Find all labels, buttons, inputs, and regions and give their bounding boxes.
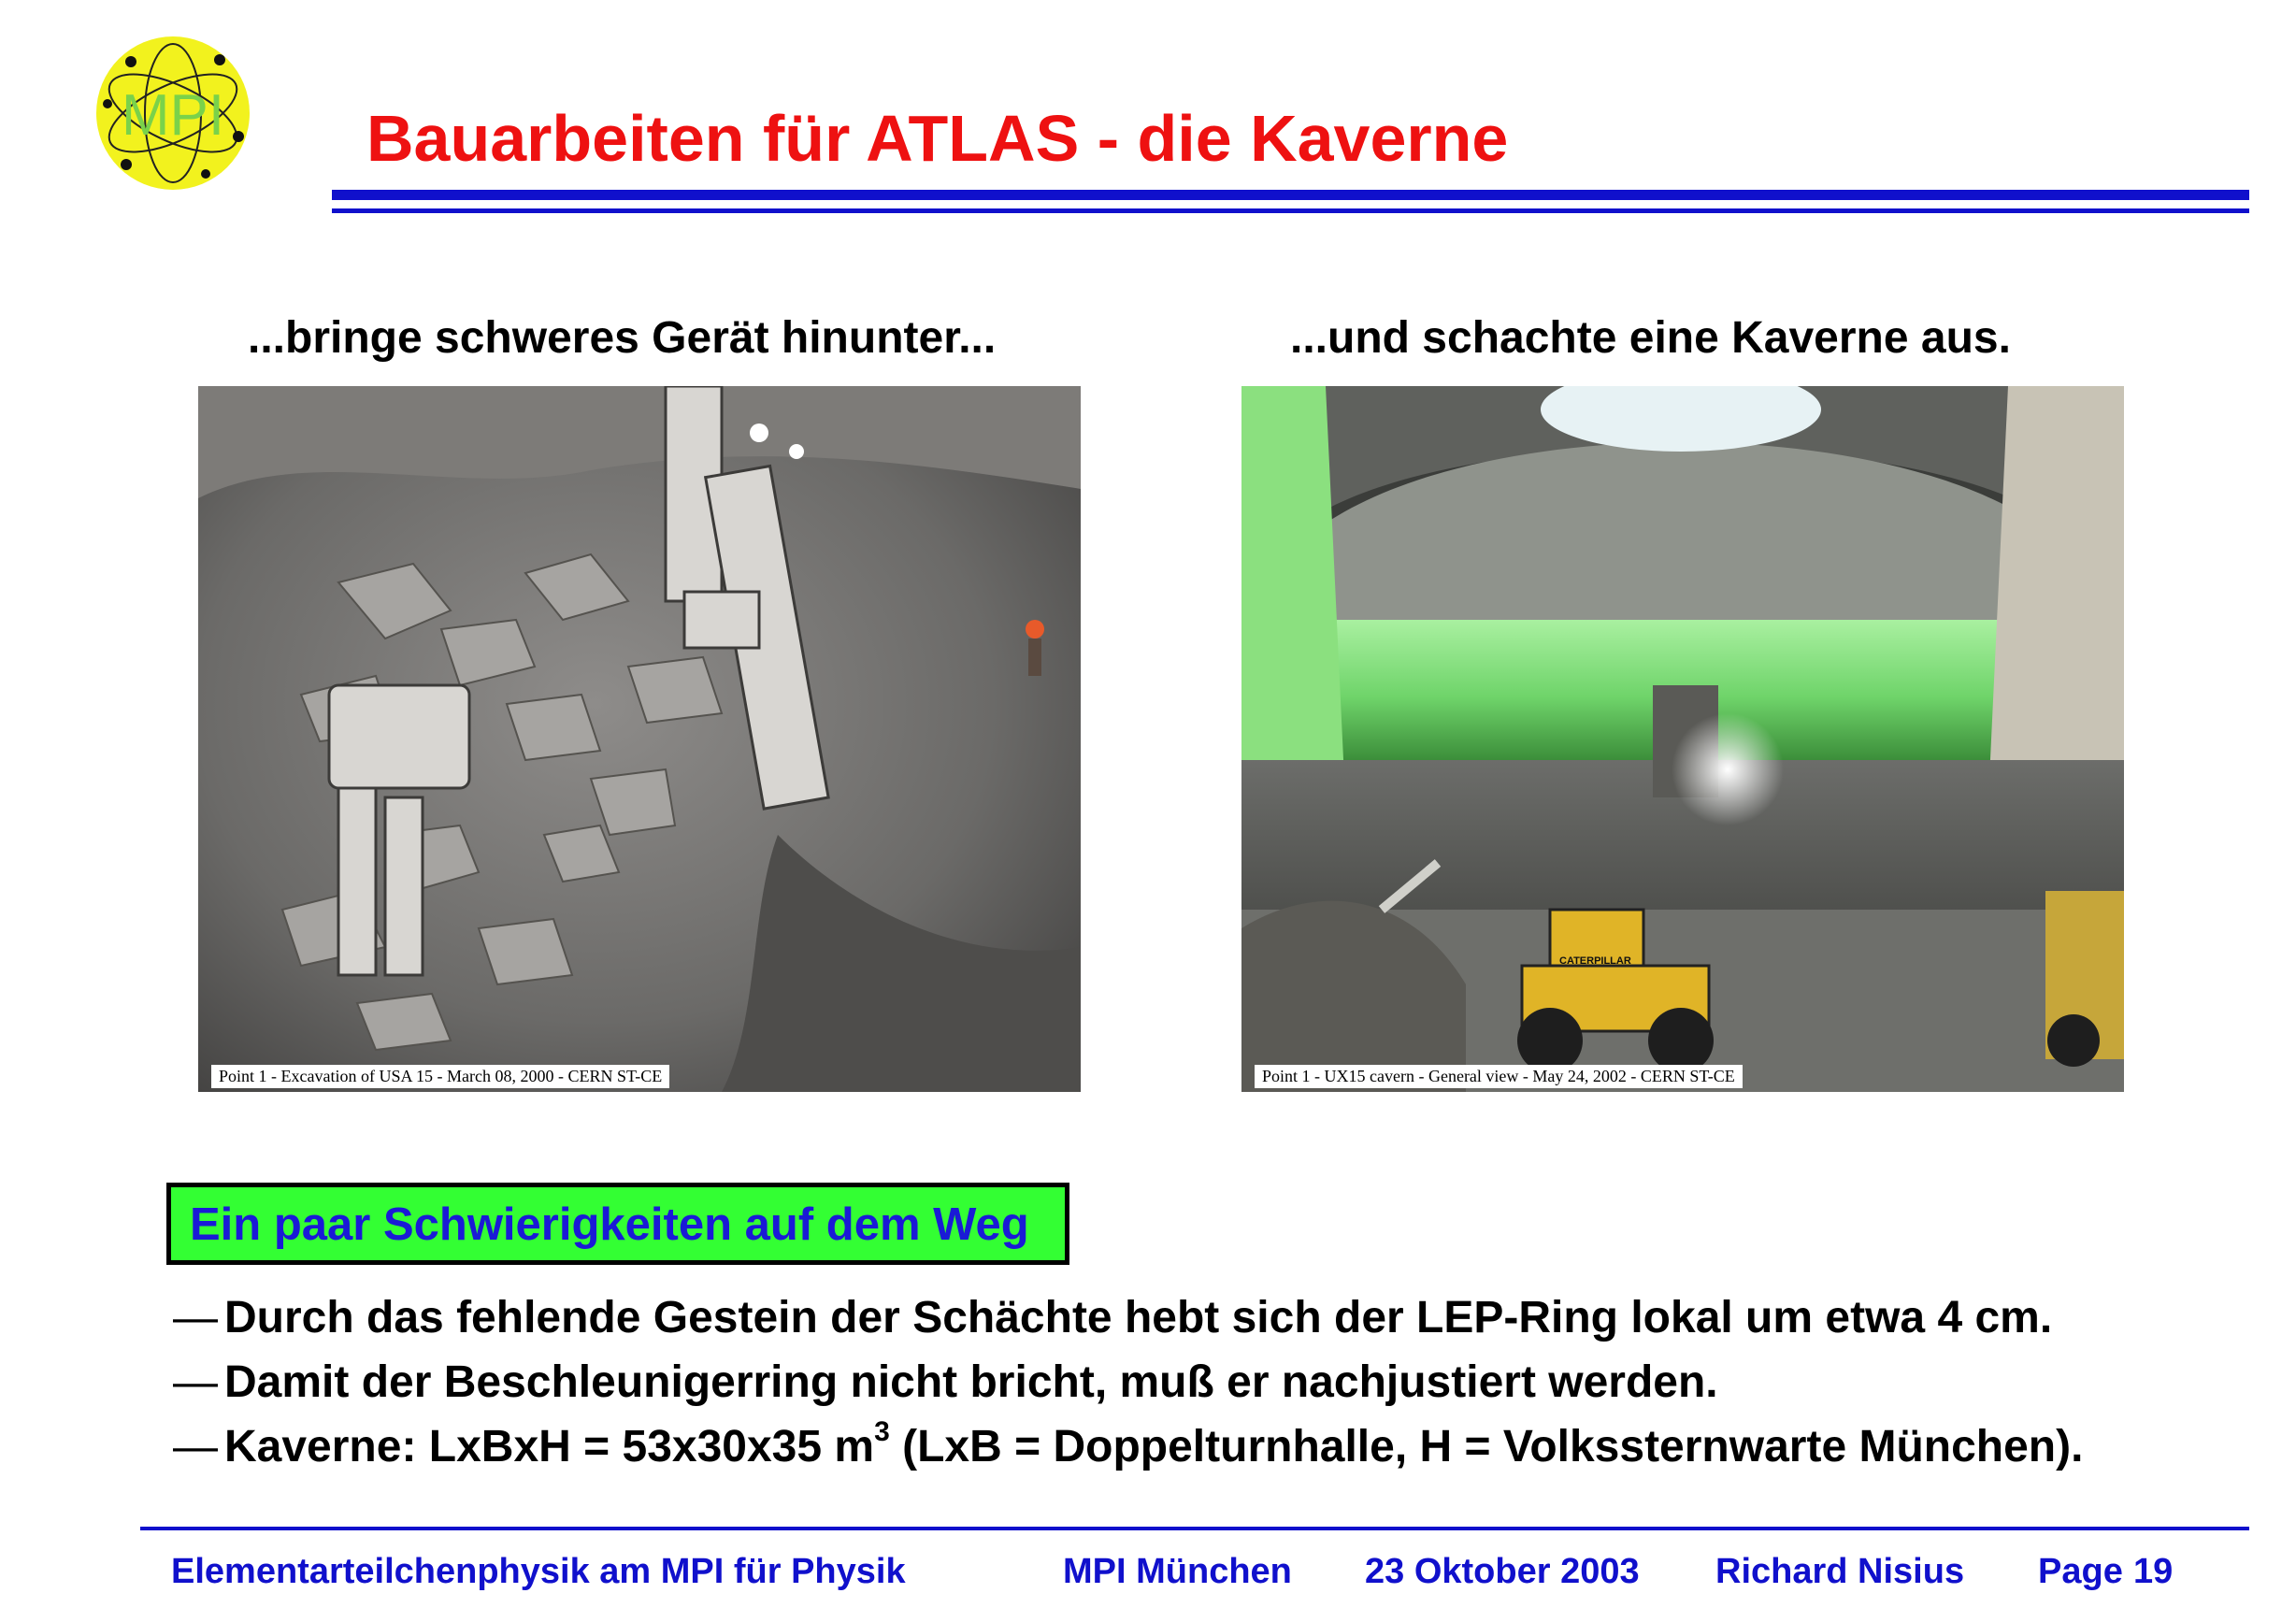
cavern-photo bbox=[1241, 386, 2124, 1092]
bullet-list bbox=[173, 1285, 2083, 1479]
bullet-text-end: (LxB = Doppelturnhalle, H = Volkssternwarte München). bbox=[889, 1422, 2084, 1471]
left-photo-credit: Point 1 - Excavation of USA 15 - March 08, 2000 - CERN ST-CE bbox=[211, 1065, 669, 1088]
footer-page-label: Page bbox=[2038, 1552, 2123, 1591]
footer-date: 23 Oktober 2003 bbox=[1365, 1552, 1640, 1591]
logo-text: MPI bbox=[121, 83, 225, 148]
title-rule-thin bbox=[332, 208, 2249, 213]
bullet-text: Damit der Beschleunigerring nicht bricht, muß er nachjustiert werden. bbox=[224, 1357, 1718, 1407]
svg-text:CATERPILLAR: CATERPILLAR bbox=[1559, 955, 1631, 967]
bullet-text: Durch das fehlende Gestein der Schächte hebt sich der LEP-Ring lokal um etwa 4 cm. bbox=[224, 1293, 2053, 1342]
page-title: Bauarbeiten für ATLAS - die Kaverne bbox=[366, 102, 1509, 175]
list-item bbox=[173, 1350, 2083, 1414]
bullet-superscript: 3 bbox=[874, 1416, 890, 1447]
footer-location: MPI München bbox=[1063, 1552, 1292, 1591]
left-photo-caption: ...bringe schweres Gerät hinunter... bbox=[248, 313, 997, 363]
footer-author: Richard Nisius bbox=[1715, 1552, 1965, 1591]
footer-page-number: 19 bbox=[2133, 1552, 2174, 1591]
title-rule-thick bbox=[332, 190, 2249, 200]
excavation-photo bbox=[198, 386, 1081, 1092]
footer-institute: Elementarteilchenphysik am MPI für Physik bbox=[171, 1552, 906, 1591]
bullet-dash: — bbox=[173, 1357, 218, 1407]
bullet-dash: — bbox=[173, 1422, 218, 1471]
bullet-dash: — bbox=[173, 1293, 218, 1342]
difficulties-callout: Ein paar Schwierigkeiten auf dem Weg bbox=[166, 1183, 1069, 1265]
list-item bbox=[173, 1414, 2083, 1479]
right-photo-caption: ...und schachte eine Kaverne aus. bbox=[1290, 313, 2011, 363]
footer-rule bbox=[140, 1527, 2249, 1530]
mpi-logo bbox=[89, 34, 257, 193]
list-item bbox=[173, 1285, 2083, 1350]
right-photo-credit: Point 1 - UX15 cavern - General view - May 24, 2002 - CERN ST-CE bbox=[1255, 1065, 1743, 1088]
bullet-text-start: Kaverne: LxBxH = 53x30x35 m bbox=[224, 1422, 875, 1471]
